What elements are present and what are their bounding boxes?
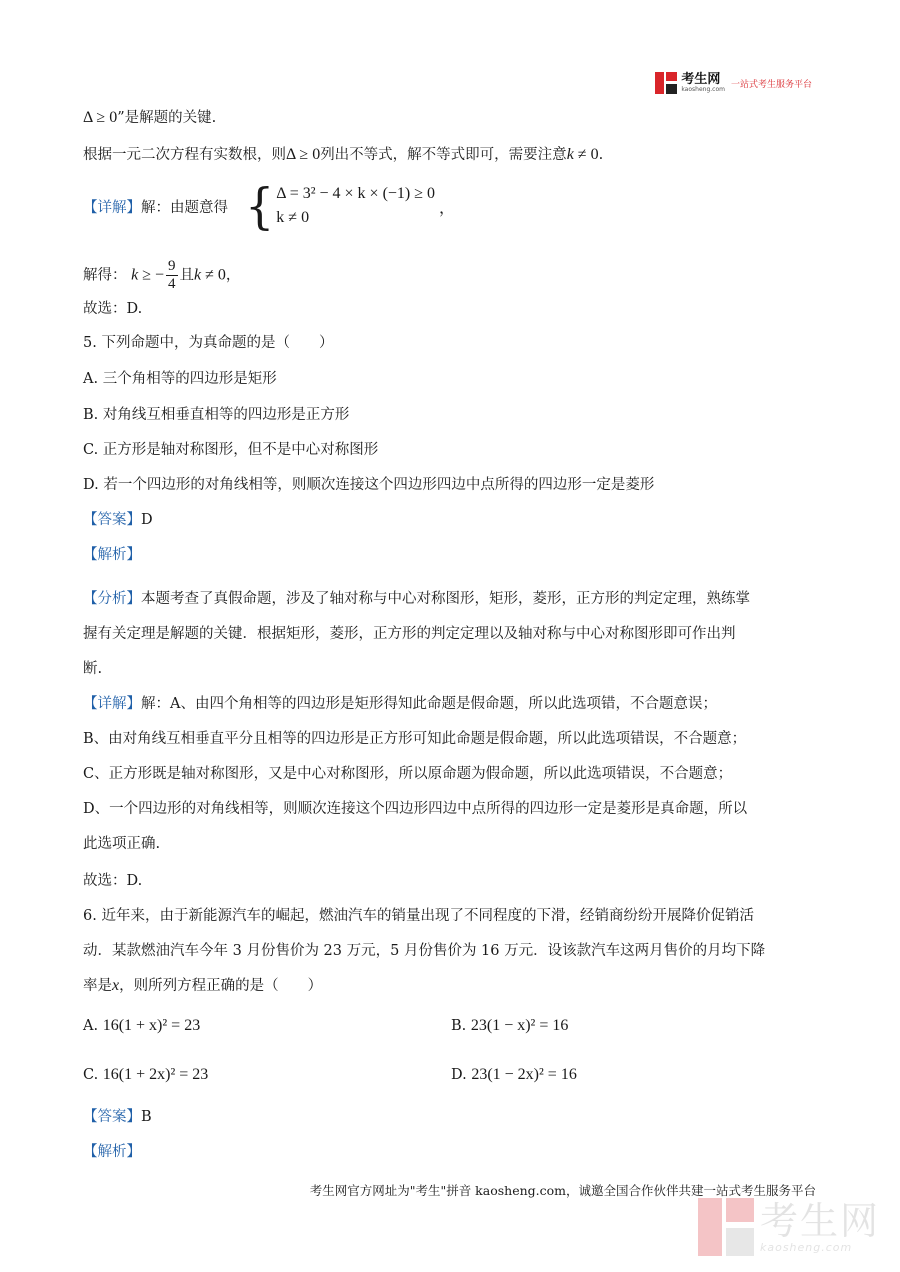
q5-detail-5: 此选项正确. — [83, 836, 161, 852]
q5-option-b: B. 对角线互相垂直相等的四边形是正方形 — [83, 407, 350, 423]
fraction: $\frac{9}{4}$ — [168, 258, 176, 292]
watermark — [698, 1198, 880, 1256]
q6-option-b: B. 23(1 − x)² = 16 — [451, 1017, 569, 1034]
q5-detail-4: D、一个四边形的对角线相等，则顺次连接这个四边形四边中点所得的四边形一定是菱形是真命题，所以 — [83, 801, 748, 817]
q5-choose: 故选：D. — [83, 873, 143, 889]
q4-inequality-system: { Δ = 3² − 4 × k × (−1) ≥ 0 k ≠ 0 ， — [245, 177, 456, 235]
header-logo — [655, 72, 812, 94]
q6-option-c: C. 16(1 + 2x)² = 23 — [83, 1066, 209, 1083]
q4-detail: 【详解】解：由题意得 — [83, 200, 228, 216]
brand-name: 考生网 — [681, 72, 721, 87]
kaosheng-logo-icon — [655, 72, 677, 94]
q4-line2: 根据一元二次方程有实数根，则Δ ≥ 0列出不等式，解不等式即可，需要注意k ≠ 0. — [83, 146, 604, 163]
q5-analysis-label: 【解析】 — [83, 547, 141, 563]
q5-fenxi-3: 断. — [83, 661, 103, 677]
q5-option-c: C. 正方形是轴对称图形，但不是中心对称图形 — [83, 442, 379, 458]
q5-fenxi-1: 【分析】本题考查了真假命题，涉及了轴对称与中心对称图形，矩形，菱形，正方形的判定定理，熟练掌 — [83, 591, 750, 607]
q5-detail-1: 【详解】解：A、由四个角相等的四边形是矩形得知此命题是假命题，所以此选项错，不合题意误； — [83, 696, 717, 712]
q6-option-d: D. 23(1 − 2x)² = 16 — [451, 1066, 577, 1083]
brand-url: kaosheng.com — [681, 86, 725, 93]
q6-stem-3: 率是x，则所列方程正确的是（ ） — [83, 977, 323, 994]
q5-detail-2: B、由对角线互相垂直平分且相等的四边形是正方形可知此命题是假命题，所以此选项错误，不合题意； — [83, 731, 747, 747]
footer-note: 考生网官方网址为"考生"拼音 kaosheng.com，诚邀全国合作伙伴共建一站式考生服务平台 — [309, 1183, 816, 1198]
q6-option-a: A. 16(1 + x)² = 23 — [83, 1017, 201, 1034]
q6-answer: 【答案】B — [83, 1109, 152, 1125]
q4-choose: 故选：D. — [83, 301, 143, 317]
q5-option-a: A. 三个角相等的四边形是矩形 — [83, 371, 277, 387]
watermark-name: 考生网 — [759, 1198, 880, 1243]
q6-analysis-label: 【解析】 — [83, 1144, 141, 1160]
q5-option-d: D. 若一个四边形的对角线相等，则顺次连接这个四边形四边中点所得的四边形一定是菱形 — [83, 477, 655, 493]
q5-answer: 【答案】D — [83, 512, 153, 528]
watermark-url: kaosheng.com — [759, 1240, 853, 1254]
q5-detail-3: C、正方形既是轴对称图形，又是中心对称图形，所以原命题为假命题，所以此选项错误，不合题意； — [83, 766, 733, 782]
q6-stem-1: 6. 近年来，由于新能源汽车的崛起，燃油汽车的销量出现了不同程度的下滑，经销商纷纷开展降价促销活 — [83, 908, 754, 924]
system-line-1: Δ = 3² − 4 × k × (−1) ≥ 0 — [276, 185, 436, 202]
watermark-logo-icon — [698, 1198, 754, 1256]
brand-tagline: 一站式考生服务平台 — [730, 79, 812, 90]
q4-line1: Δ ≥ 0”是解题的关键. — [83, 109, 217, 126]
q4-solve: 解得： k ≥ − $\frac{9}{4}$ 且k ≠ 0， — [83, 258, 241, 292]
system-line-2: k ≠ 0 — [276, 209, 310, 226]
q5-stem: 5. 下列命题中，为真命题的是（ ） — [83, 335, 334, 351]
q5-fenxi-2: 握有关定理是解题的关键．根据矩形，菱形，正方形的判定定理以及轴对称与中心对称图形即可作出判 — [83, 626, 736, 642]
q6-stem-2: 动．某款燃油汽车今年 3 月份售价为 23 万元，5 月份售价为 16 万元．设该款汽车这两月售价的月均下降 — [83, 943, 766, 959]
